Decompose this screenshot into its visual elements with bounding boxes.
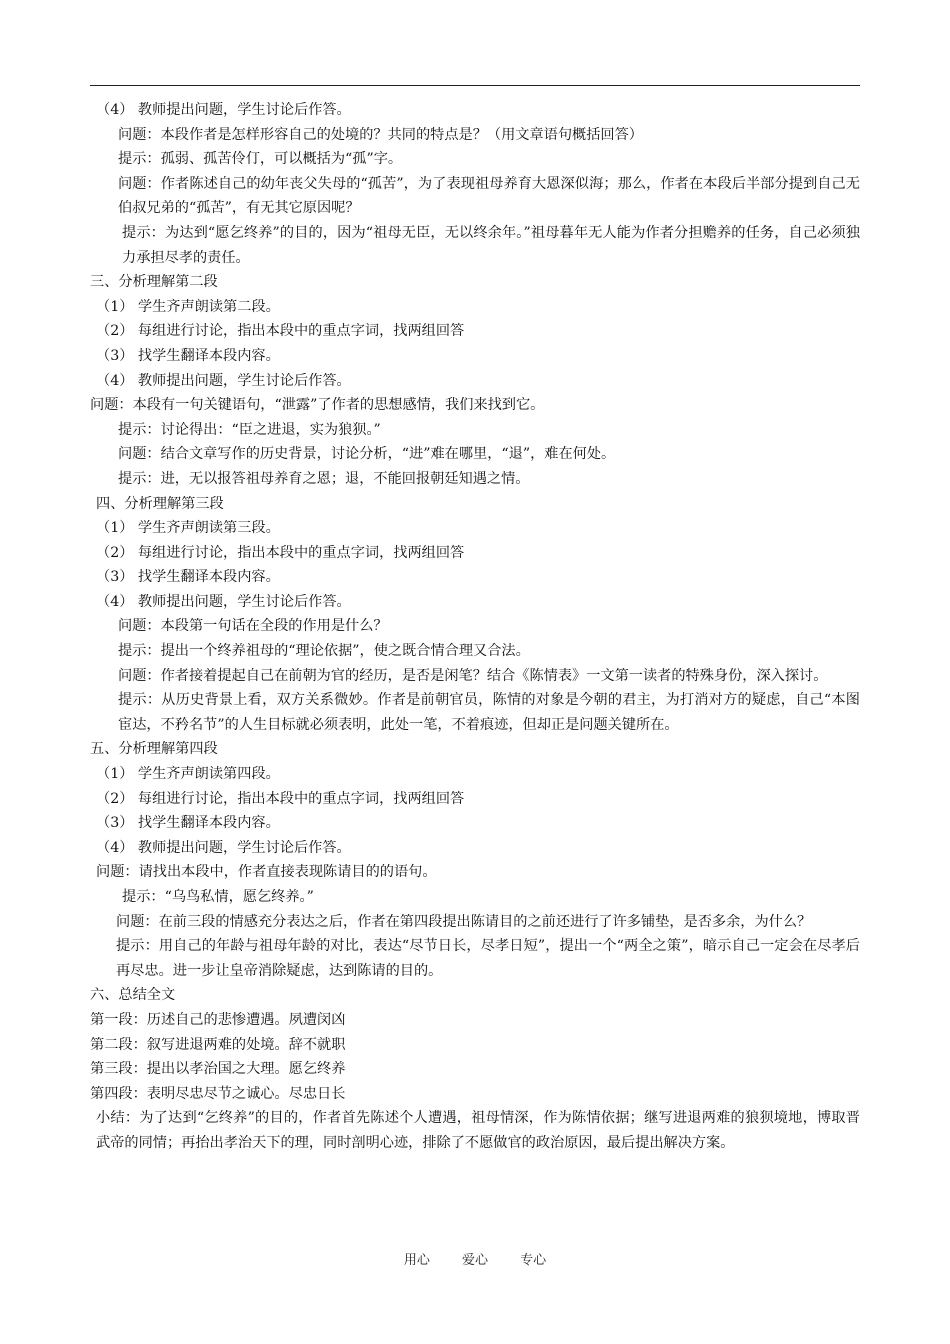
page-footer (0, 1249, 950, 1268)
hint: 提示：为达到“愿乞终养”的目的，因为“祖母无臣，无以终余年。”祖母暮年无人能为作者分担赡养的任务，自己必须独力承担尽孝的责任。 (122, 224, 860, 266)
step-4: （4） 教师提出问题，学生讨论后作答。 (96, 839, 351, 856)
step-4: （4） 教师提出问题，学生讨论后作答。 (96, 102, 351, 118)
step-1: （1） 学生齐声朗读第四段。 (96, 766, 280, 783)
header-rule (90, 85, 860, 86)
question: 问题：作者陈述自己的幼年丧父失母的“孤苦”，为了表现祖母养育大恩深似海；那么，作者在本段后半部分提到自己无伯叔兄弟的“孤苦”，有无其它原因呢？ (118, 175, 860, 217)
step-1: （1） 学生齐声朗读第二段。 (96, 298, 280, 315)
question: 问题：在前三段的情感充分表达之后，作者在第四段提出陈请目的之前还进行了许多铺垫，是否多余，为什么？ (116, 913, 812, 930)
hint: 提示：“乌鸟私情，愿乞终养。” (122, 889, 314, 905)
section-heading: 四、分析理解第三段 (96, 495, 224, 512)
question: 问题：本段作者是怎样形容自己的处境的？共同的特点是？（用文章语句概括回答） (118, 126, 643, 143)
question: 问题：请找出本段中，作者直接表现陈请目的的语句。 (96, 864, 437, 881)
hint: 提示：用自己的年龄与祖母年龄的对比，表达“尽节日长，尽孝日短”，提出一个“两全之策”，暗示自己一定会在尽孝后再尽忠。进一步让皇帝消除疑虑，达到陈请的目的。 (116, 938, 860, 979)
question: 问题：作者接着提起自己在前朝为官的经历，是否是闲笔？结合《陈情表》一文第一读者的特殊身份，深入探讨。 (118, 667, 828, 684)
hint: 提示：进，无以报答祖母养育之恩；退，不能回报朝廷知遇之情。 (118, 470, 530, 487)
hint: 提示：孤弱、孤苦伶仃，可以概括为“孤”字。 (118, 151, 403, 168)
question: 问题：本段第一句话在全段的作用是什么？ (118, 618, 388, 635)
document-body (90, 98, 860, 1156)
hint: 提示：提出一个终养祖母的“理论依据”，使之既合情合理又合法。 (118, 643, 530, 660)
step-3: （3） 找学生翻译本段内容。 (96, 347, 280, 364)
step-2: （2） 每组进行讨论，指出本段中的重点字词，找两组回答 (96, 790, 465, 807)
section-heading: 三、分析理解第二段 (90, 274, 218, 291)
hint: 提示：从历史背景上看，双方关系微妙。作者是前朝官员，陈情的对象是今朝的君主，为打消对方的疑虑，自己“本图宦达，不矜名节”的人生目标就必须表明，此处一笔，不着痕迹，但却正是问题关键所在。 (118, 692, 860, 733)
step-1: （1） 学生齐声朗读第三段。 (96, 520, 280, 537)
footer-text: 用心 (403, 1253, 430, 1268)
hint: 提示：讨论得出：“臣之进退，实为狼狈。” (118, 421, 381, 438)
step-3: （3） 找学生翻译本段内容。 (96, 569, 280, 586)
section-heading: 六、总结全文 (90, 987, 176, 1004)
footer-text: 爱心 (461, 1253, 488, 1268)
step-2: （2） 每组进行讨论，指出本段中的重点字词，找两组回答 (96, 323, 465, 340)
step-2: （2） 每组进行讨论，指出本段中的重点字词，找两组回答 (96, 544, 465, 561)
step-4: （4） 教师提出问题，学生讨论后作答。 (96, 372, 351, 389)
question: 问题：本段有一句关键语句，“泄露”了作者的思想感情，我们来找到它。 (90, 397, 545, 414)
question: 问题：结合文章写作的历史背景，讨论分析，“进”难在哪里，“退”，难在何处。 (118, 446, 616, 463)
step-3: （3） 找学生翻译本段内容。 (96, 815, 280, 832)
summary-item: 第二段：叙写进退两难的处境。辞不就职 (90, 1036, 346, 1053)
summary-item: 第三段：提出以孝治国之大理。愿乞终养 (90, 1061, 346, 1078)
summary-item: 第一段：历述自己的悲惨遭遇。夙遭闵凶 (90, 1011, 346, 1028)
conclusion: 小结：为了达到“乞终养”的目的，作者首先陈述个人遭遇，祖母情深，作为陈情依据；继写进退两难的狼狈境地，博取晋武帝的同情；再抬出孝治天下的理，同时剖明心迹，排除了不愿做官的政治原因，最后提出解决方案。 (96, 1110, 860, 1151)
footer-text: 专心 (520, 1253, 547, 1268)
summary-item: 第四段：表明尽忠尽节之诚心。尽忠日长 (90, 1085, 346, 1102)
step-4: （4） 教师提出问题，学生讨论后作答。 (96, 593, 351, 610)
section-heading: 五、分析理解第四段 (90, 741, 218, 758)
